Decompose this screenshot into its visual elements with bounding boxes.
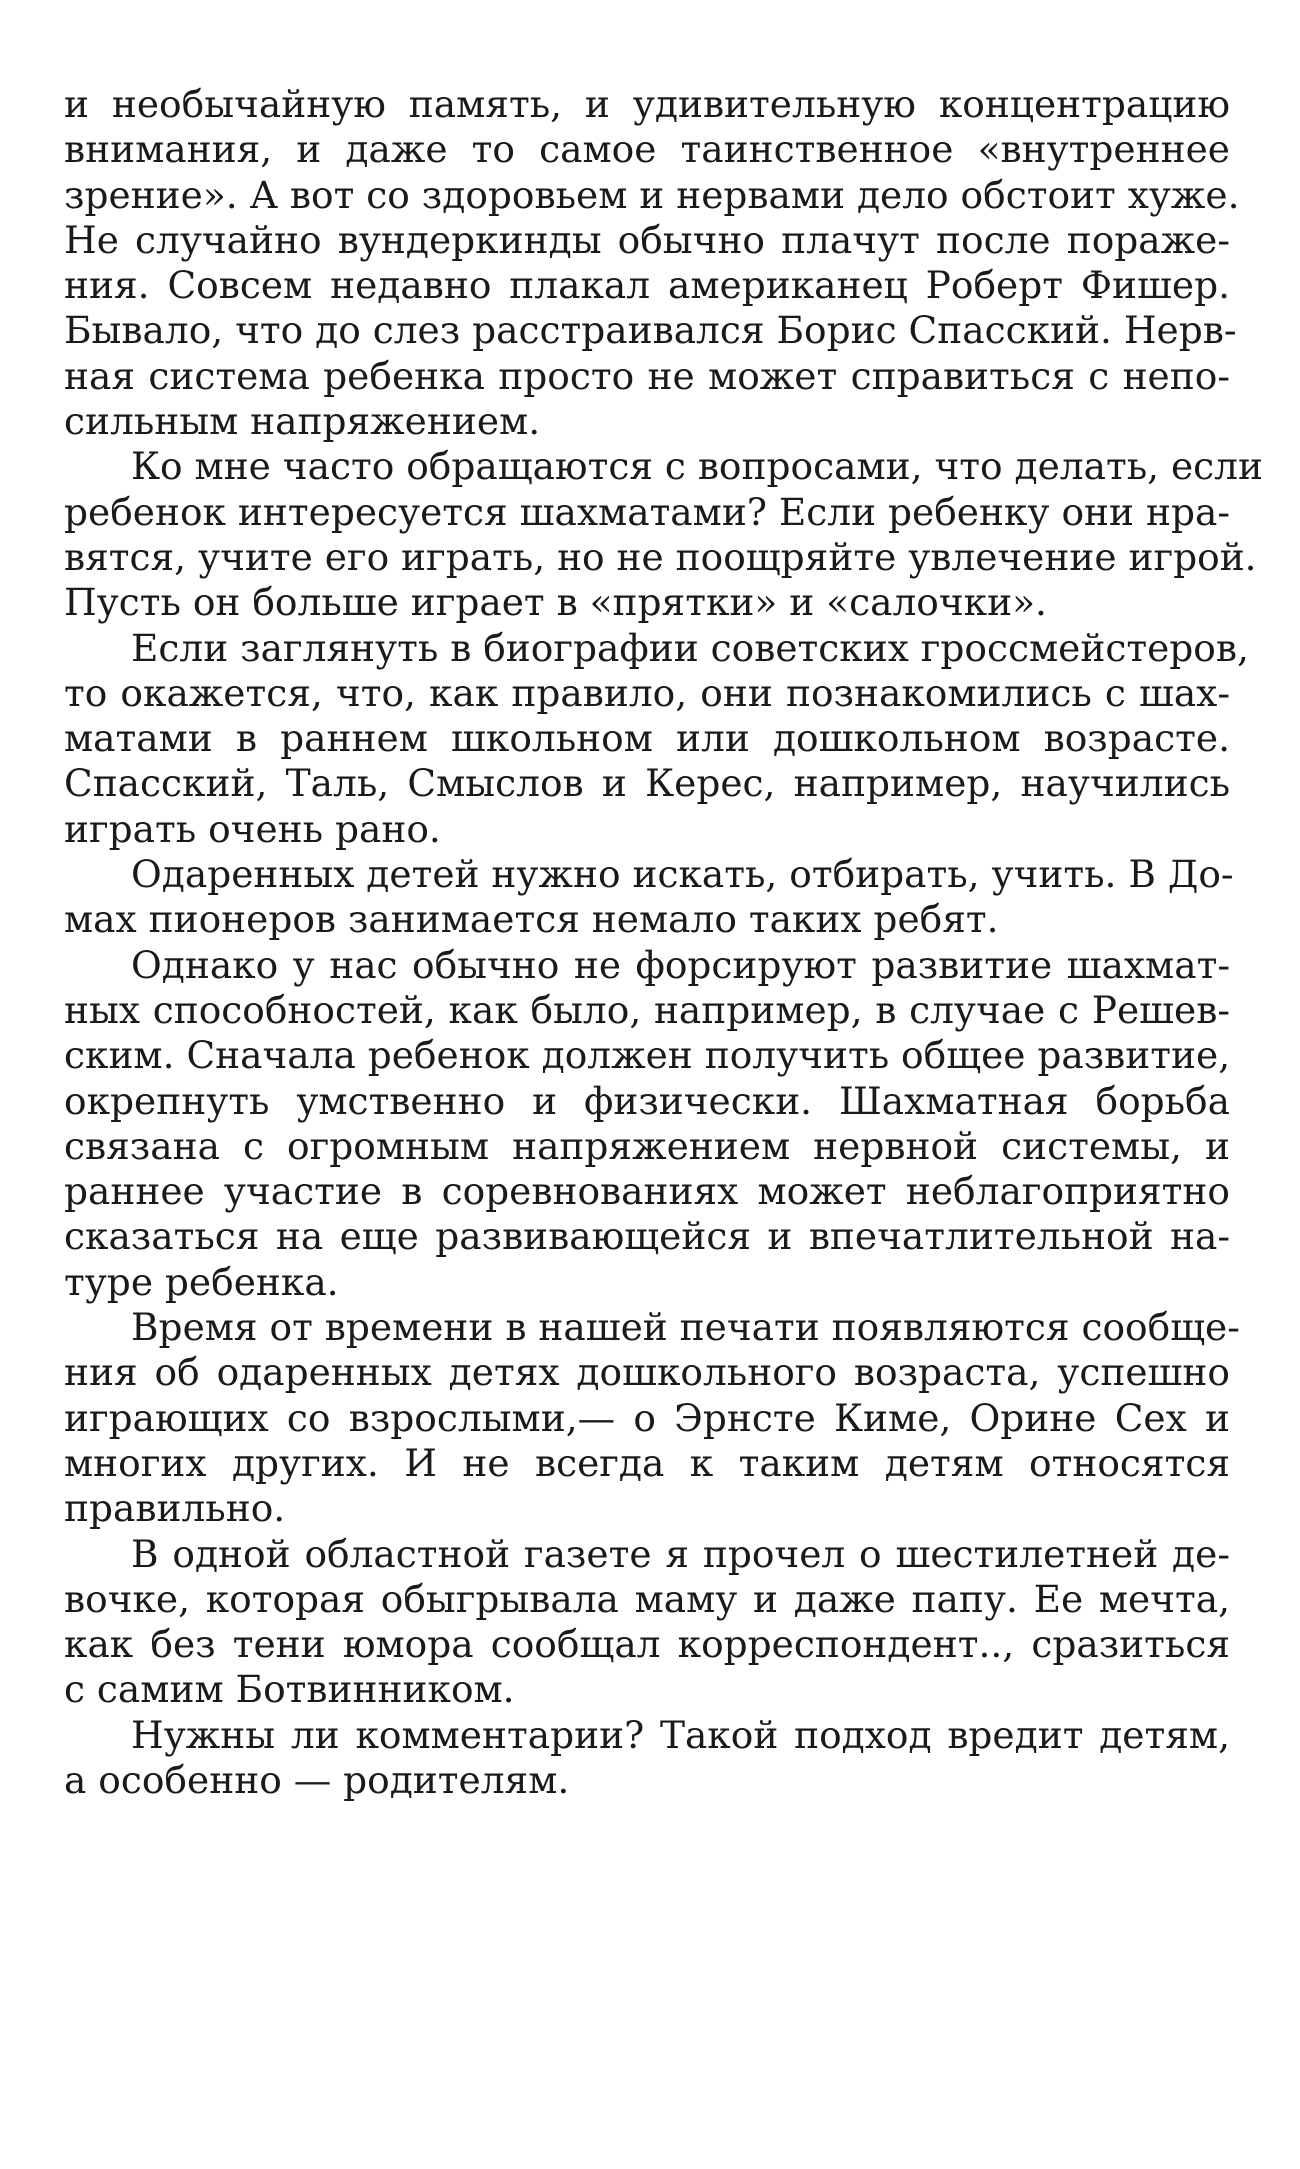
text-line: зрение». А вот со здоровьем и нервами дело обстоит хуже. bbox=[64, 172, 1240, 217]
text-line: ским. Сначала ребенок должен получить общее развитие, bbox=[64, 1033, 1231, 1078]
text-line: В одной областной газете я прочел о шестилетней де- bbox=[131, 1531, 1230, 1576]
text-line: сильным напряжением. bbox=[64, 399, 541, 444]
body-text bbox=[64, 82, 1263, 1803]
text-line: Однако у нас обычно не форсируют развитие шахмат- bbox=[131, 942, 1230, 987]
text-line: с самим Ботвинником. bbox=[64, 1667, 515, 1712]
text-line: правильно. bbox=[64, 1486, 286, 1531]
text-line: играющих со взрослыми,— о Эрнсте Киме, Орине Сех и bbox=[64, 1395, 1230, 1440]
text-line: Если заглянуть в биографии советских гроссмейстеров, bbox=[131, 625, 1249, 670]
text-line: многих других. И не всегда к таким детям относятся bbox=[64, 1440, 1230, 1485]
paragraph bbox=[64, 1305, 1240, 1531]
text-line: Пусть он больше играет в «прятки» и «салочки». bbox=[64, 580, 1047, 625]
text-line: внимания, и даже то самое таинственное «внутреннее bbox=[64, 127, 1230, 172]
text-line: и необычайную память, и удивительную концентрацию bbox=[64, 82, 1230, 126]
text-line: Время от времени в нашей печати появляются сообще- bbox=[131, 1305, 1240, 1350]
paragraph bbox=[64, 1713, 1230, 1804]
text-line: раннее участие в соревнованиях может неблагоприятно bbox=[64, 1169, 1230, 1214]
text-line: как без тени юмора сообщал корреспондент.., сразиться bbox=[64, 1622, 1230, 1667]
text-line: ния. Совсем недавно плакал американец Роберт Фишер. bbox=[64, 263, 1230, 308]
text-line: то окажется, что, как правило, они познакомились с шах- bbox=[64, 670, 1230, 715]
text-line: играть очень рано. bbox=[64, 806, 441, 851]
text-line: мах пионеров занимается немало таких ребят. bbox=[64, 897, 999, 942]
text-line: Одаренных детей нужно искать, отбирать, учить. В До- bbox=[131, 852, 1234, 897]
text-line: сказаться на еще развивающейся и впечатлительной на- bbox=[64, 1214, 1230, 1259]
text-line: ребенок интересуется шахматами? Если ребенку они нра- bbox=[64, 489, 1230, 534]
text-line: вочке, которая обыгрывала маму и даже папу. Ее мечта, bbox=[64, 1576, 1230, 1621]
text-line: Бывало, что до слез расстраивался Борис Спасский. Нерв- bbox=[64, 308, 1237, 353]
text-line: туре ребенка. bbox=[64, 1259, 339, 1304]
paragraph bbox=[64, 1532, 1230, 1713]
text-line: Нужны ли комментарии? Такой подход вредит детям, bbox=[131, 1712, 1230, 1757]
text-line: матами в раннем школьном или дошкольном возрасте. bbox=[64, 716, 1230, 761]
paragraph bbox=[64, 852, 1234, 943]
text-line: связана с огромным напряжением нервной системы, и bbox=[64, 1123, 1230, 1168]
text-line: ния об одаренных детях дошкольного возраста, успешно bbox=[64, 1350, 1230, 1395]
text-line: вятся, учите его играть, но не поощряйте увлечение игрой. bbox=[64, 534, 1257, 579]
text-line: ных способностей, как было, например, в случае с Решев- bbox=[64, 987, 1230, 1032]
text-line: окрепнуть умственно и физически. Шахматная борьба bbox=[64, 1078, 1230, 1123]
paragraph bbox=[64, 625, 1249, 852]
paragraph bbox=[64, 943, 1230, 1305]
paragraph bbox=[64, 444, 1263, 625]
text-line: Ко мне часто обращаются с вопросами, что делать, если bbox=[131, 444, 1263, 489]
text-line: Спасский, Таль, Смыслов и Керес, например, научились bbox=[64, 761, 1230, 806]
text-line: ная система ребенка просто не может справиться с непо- bbox=[64, 353, 1230, 398]
paragraph bbox=[64, 82, 1240, 444]
text-line: а особенно — родителям. bbox=[64, 1757, 570, 1802]
text-line: Не случайно вундеркинды обычно плачут после пораже- bbox=[64, 217, 1230, 262]
